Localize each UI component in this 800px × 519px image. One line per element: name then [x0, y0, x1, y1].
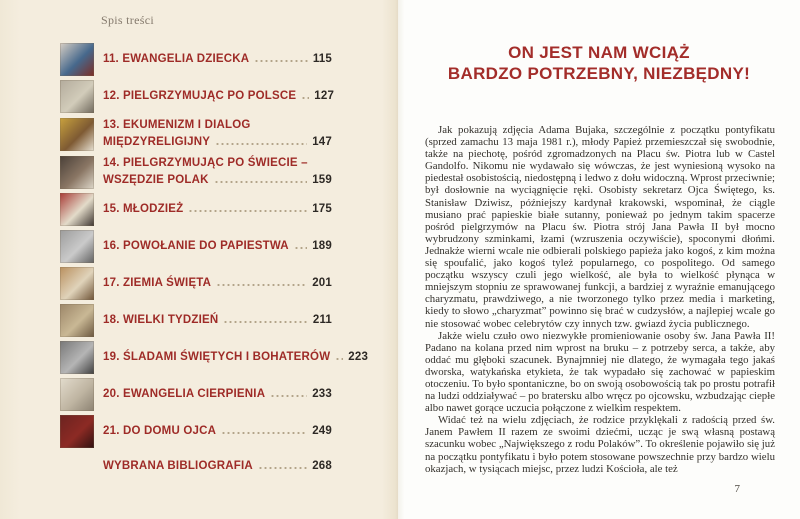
toc-entry-title: MIĘDZYRELIGIJNY [103, 136, 211, 148]
toc-entry-title: WSZĘDZIE POLAK [103, 174, 209, 186]
toc-page-number: 249 [312, 425, 332, 437]
dot-leader [335, 358, 343, 360]
toc-entry-title: 15. MŁODZIEŻ [103, 203, 184, 215]
toc-page-number: 223 [348, 351, 369, 363]
toc-list [60, 43, 369, 475]
toc-entry-text [103, 423, 332, 440]
toc-entry-text [103, 201, 332, 218]
toc-entry-title: 12. PIELGRZYMUJĄC PO POLSCE [103, 90, 297, 102]
toc-page-number: 175 [312, 203, 332, 215]
toc-page-number: 159 [312, 174, 332, 186]
dot-leader [216, 284, 307, 286]
toc-entry [60, 378, 332, 411]
dot-leader [214, 181, 308, 183]
toc-page-number: 189 [312, 240, 332, 252]
chapter-photo-thumbnail [60, 230, 94, 263]
bibliography-entry [103, 458, 332, 475]
toc-entry-text [103, 117, 332, 151]
toc-entry [60, 43, 332, 76]
toc-header: Spis treści [101, 13, 154, 27]
toc-entry-title: 16. POWOŁANIE DO PAPIESTWA [103, 240, 289, 252]
chapter-photo-thumbnail [60, 341, 94, 374]
chapter-photo-thumbnail [60, 378, 94, 411]
toc-entry [60, 230, 332, 263]
dot-leader [215, 143, 307, 145]
chapter-heading-line: BARDZO POTRZEBNY, NIEZBĘDNY! [447, 64, 751, 83]
toc-entry-title: 13. EKUMENIZM I DIALOG [103, 119, 251, 131]
chapter-photo-thumbnail [60, 156, 94, 189]
toc-entry [60, 304, 332, 337]
toc-entry [60, 415, 332, 448]
toc-entry-title: 19. ŚLADAMI ŚWIĘTYCH I BOHATERÓW [103, 351, 331, 363]
dot-leader [221, 432, 307, 434]
chapter-photo-thumbnail [60, 267, 94, 300]
toc-page-number: 233 [312, 388, 332, 400]
toc-entry-title: 11. EWANGELIA DZIECKA [103, 53, 250, 65]
chapter-photo-thumbnail [60, 193, 94, 226]
toc-entry [60, 80, 335, 113]
toc-entry-title: 18. WIELKI TYDZIEŃ [103, 314, 219, 326]
chapter-photo-thumbnail [60, 304, 94, 337]
body-paragraph: Jakże wielu czuło owo niezwykłe promieniowanie osoby św. Jana Pawła II! Padano na kolana przed nim wprost na bruku – z potrzeby serca, a także, aby oddać mu głęboki szacunek. Bynajmniej nie dlatego, że wymagała tego jakaś dworska, watykańska etykieta, że tak wypadało się zachować w papieskim otoczeniu. To było spontaniczne, bo on swoją osobowością tak po prostu potrafił na ludzi oddziaływać – po bratersku albo wręcz po ojcowsku, wzbudzając ciepłe albo nawet gorące uczucia połączone z wielkim respektem. [425, 329, 775, 415]
toc-entry [60, 155, 332, 189]
toc-entry [60, 267, 332, 300]
chapter-page [398, 0, 800, 519]
dot-leader [301, 97, 309, 99]
toc-entry-title: 20. EWANGELIA CIERPIENIA [103, 388, 266, 400]
dot-leader [254, 60, 308, 62]
page-number: 7 [734, 483, 740, 495]
toc-entry [60, 341, 369, 374]
dot-leader [270, 395, 307, 397]
dot-leader [223, 321, 307, 323]
toc-entry-title: 21. DO DOMU OJCA [103, 425, 217, 437]
toc-entry-text [103, 88, 334, 105]
toc-entry-text [103, 275, 332, 292]
toc-entry-title: WYBRANA BIBLIOGRAFIA [103, 460, 253, 472]
chapter-photo-thumbnail [60, 415, 94, 448]
toc-page-number: 127 [314, 90, 335, 102]
toc-entry-title: 14. PIELGRZYMUJĄC PO ŚWIECIE – [103, 157, 308, 169]
chapter-body [425, 124, 775, 475]
body-paragraph: Jak pokazują zdjęcia Adama Bujaka, szczególnie z początku pontyfikatu (sprzed zamachu 13 maja 1981 r.), młody Papież przemieszczał się swobodnie, także na piechotę, pośród zgromadzonych na Placu św. Piotra lub w Castel Gandolfo. Nikomu nie wydawało się wówczas, że jest wyniesioną wysoko na piedestał osobistością, niedostępną i ledwo z dołu widoczną. Wprost przeciwnie; był dosłownie na wyciągnięcie ręki. Osobisty sekretarz Ojca Świętego, ks. Stanisław Dziwisz, późniejszy kardynał krakowski, wspominał, że ciągle musiano prać papieskie białe sutanny, ponieważ po jednym takim spacerze pośród pielgrzymów na Placu św. Piotra strój Jana Pawła II był mocno wybrudzony szminkami, łzami (wzruszenia oczywiście), spoconymi dłońmi. Jednakże wierni wcale nie odbierali polskiego papieża jako kogoś, z kim można się spoufalić, jako kogoś tyleż popularnego, co pospolitego. Od samego początku wszyscy czuli jego wielkość, ale była to wielkość płynąca w mniejszym stopniu ze sprawowanej funkcji, a bardziej z wyraźnie emanującego charyzmatu, prawdziwego, a nie tworzonego tylko przez media i marketing, kiedy to słowo „charyzmat” powinno się brać w cudzysłów, a najlepiej wcale go nie stosować wobec celebrytów czy innych tzw. gwiazd życia publicznego. [425, 124, 775, 330]
toc-entry-title: 17. ZIEMIA ŚWIĘTA [103, 277, 212, 289]
dot-leader [188, 210, 307, 212]
toc-page-number: 268 [312, 460, 332, 472]
dot-leader [294, 247, 307, 249]
toc-page-number: 147 [312, 136, 332, 148]
body-paragraph: Widać też na wielu zdjęciach, że rodzice przyklękali z radością przed św. Janem Pawłem II razem ze swoimi dziećmi, ucząc je swą własną postawą szacunku wobec „Największego z rodu Polaków”. To określenie pojawiło się już na początku pontyfikatu i było potem stosowane powszechnie przy bardzo wielu okazjach, w tysiącach miejsc, przez ludzi Kościoła, ale też [425, 414, 775, 475]
chapter-photo-thumbnail [60, 118, 94, 151]
chapter-heading-line: ON JEST NAM WCIĄŻ [508, 43, 690, 62]
toc-entry [60, 117, 332, 151]
dot-leader [258, 467, 307, 469]
toc-entry-text [103, 238, 332, 255]
toc-entry-text [103, 312, 332, 329]
toc-entry-text [103, 349, 368, 366]
chapter-heading [408, 42, 790, 84]
toc-page [0, 0, 398, 519]
toc-page-number: 115 [312, 53, 332, 65]
toc-entry-text [103, 51, 332, 68]
toc-page-number: 201 [312, 277, 332, 289]
toc-page-number: 211 [312, 314, 332, 326]
toc-entry-text [103, 155, 332, 189]
toc-entry [60, 193, 332, 226]
chapter-photo-thumbnail [60, 80, 94, 113]
toc-entry-text [103, 386, 332, 403]
chapter-photo-thumbnail [60, 43, 94, 76]
